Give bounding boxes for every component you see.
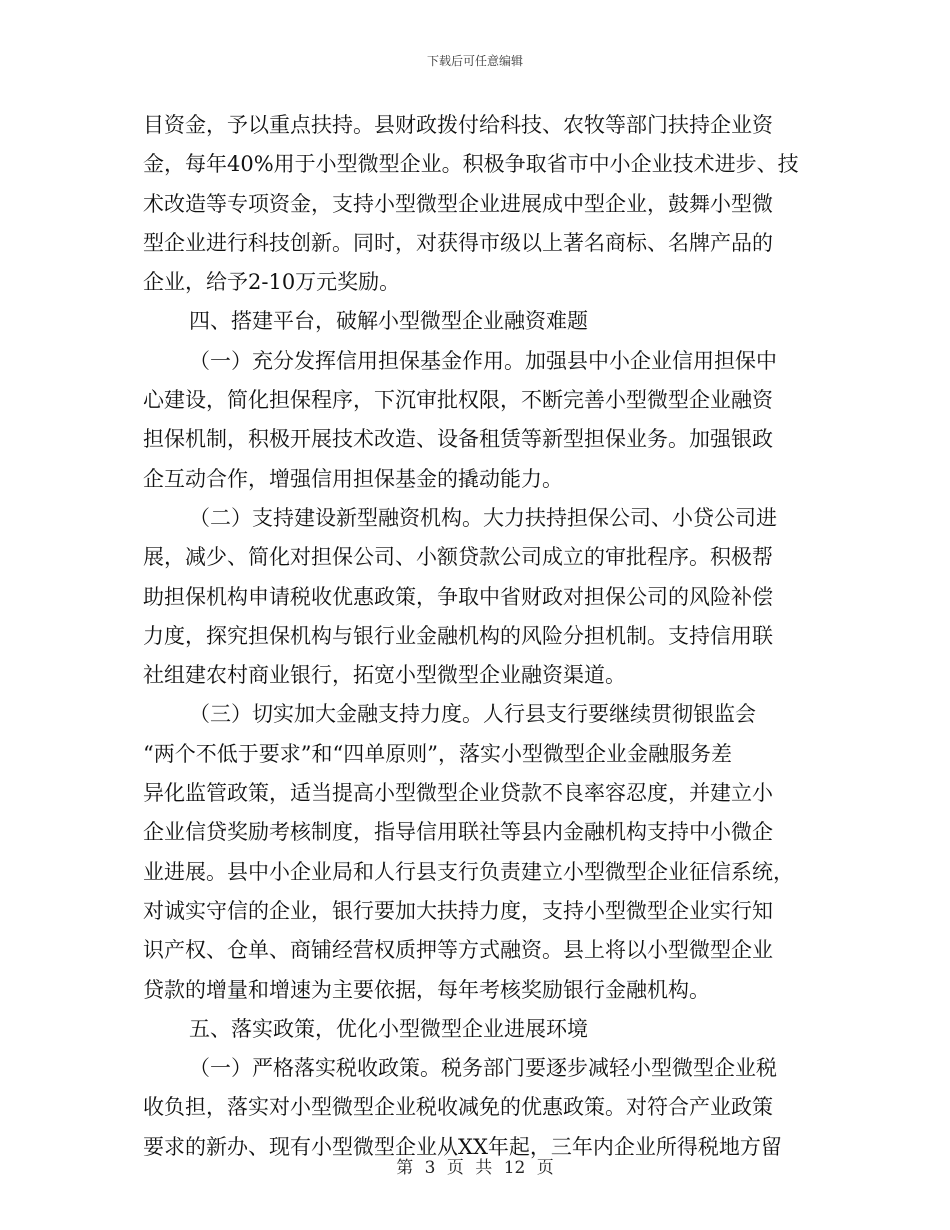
text-line: 担保机制，积极开展技术改造、设备租赁等新型担保业务。加强银政: [143, 427, 773, 452]
section-heading: 四、搭建平台，破解小型微型企业融资难题: [189, 309, 588, 334]
text-line: 要求的新办、现有小型微型企业从XX年起，三年内企业所得税地方留: [143, 1134, 782, 1159]
text-line: 助担保机构申请税收优惠政策，争取中省财政对担保公司的风险补偿: [143, 584, 773, 609]
paragraph-start: （二）支持建设新型融资机构。大力扶持担保公司、小贷公司进: [189, 505, 777, 530]
paragraph-start: （三）切实加大金融支持力度。人行县支行要继续贯彻银监会: [189, 702, 756, 727]
text-line: 收负担，落实对小型微型企业税收减免的优惠政策。对符合产业政策: [143, 1095, 773, 1120]
paragraph-start: （一）充分发挥信用担保基金作用。加强县中小企业信用担保中: [189, 348, 777, 373]
paragraph-start: （一）严格落实税收政策。税务部门要逐步减轻小型微型企业税: [189, 1056, 777, 1081]
text-line: 识产权、仓单、商铺经营权质押等方式融资。县上将以小型微型企业: [143, 938, 773, 963]
text-line: 心建设，简化担保程序，下沉审批权限，不断完善小型微型企业融资: [143, 388, 773, 413]
text-line: 展，减少、简化对担保公司、小额贷款公司成立的审批程序。积极帮: [143, 545, 773, 570]
text-line: 贷款的增量和增速为主要依据，每年考核奖励银行金融机构。: [143, 977, 710, 1002]
text-line: “两个不低于要求”和“四单原则”，落实小型微型企业金融服务差: [143, 741, 732, 766]
page-number: 第 3 页 共 12 页: [396, 1158, 554, 1178]
text-line: 金，每年40%用于小型微型企业。积极争取省市中小企业技术进步、技: [143, 152, 799, 177]
document-body: [143, 106, 808, 1167]
text-line: 术改造等专项资金，支持小型微型企业进展成中型企业，鼓舞小型微: [143, 191, 773, 216]
section-heading: 五、落实政策，优化小型微型企业进展环境: [189, 1016, 588, 1041]
text-line: 企业，给予2-10万元奖励。: [143, 270, 401, 295]
text-line: 型企业进行科技创新。同时，对获得市级以上著名商标、名牌产品的: [143, 230, 773, 255]
text-line: 企互动合作，增强信用担保基金的撬动能力。: [143, 466, 563, 491]
text-line: 异化监管政策，适当提高小型微型企业贷款不良率容忍度，并建立小: [143, 781, 773, 806]
text-line: 力度，探究担保机构与银行业金融机构的风险分担机制。支持信用联: [143, 623, 773, 648]
text-line: 企业信贷奖励考核制度，指导信用联社等县内金融机构支持中小微企: [143, 820, 773, 845]
page-header: 下载后可任意编辑: [426, 54, 523, 68]
text-line: 目资金，予以重点扶持。县财政拨付给科技、农牧等部门扶持企业资: [143, 113, 773, 137]
text-line: 业进展。县中小企业局和人行县支行负责建立小型微型企业征信系统，: [143, 859, 794, 884]
text-line: 社组建农村商业银行，拓宽小型微型企业融资渠道。: [143, 663, 626, 688]
text-line: 对诚实守信的企业，银行要加大扶持力度，支持小型微型企业实行知: [143, 898, 773, 923]
